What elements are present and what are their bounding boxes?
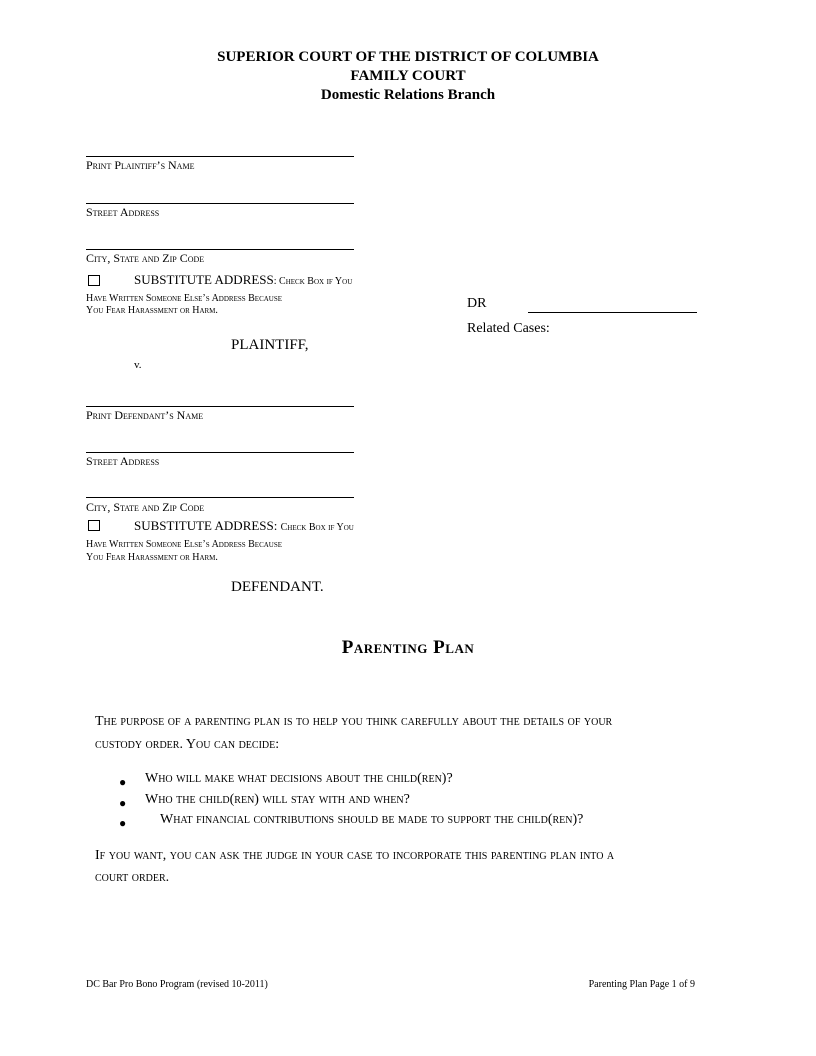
- dr-number-line[interactable]: [528, 312, 697, 313]
- plaintiff-substitute-note: : Check Box if You: [273, 276, 353, 287]
- defendant-substitute-note: Check Box if You: [280, 522, 354, 533]
- plaintiff-name-label: Print Plaintiff’s Name: [86, 158, 195, 172]
- defendant-substitute-checkbox[interactable]: [88, 520, 100, 531]
- defendant-substitute-label: SUBSTITUTE ADDRESS:: [134, 518, 278, 533]
- footer-left: DC Bar Pro Bono Program (revised 10-2011): [86, 979, 268, 990]
- plaintiff-substitute-checkbox[interactable]: [88, 275, 100, 286]
- related-cases-label: Related Cases:: [467, 321, 550, 336]
- court-name: SUPERIOR COURT OF THE DISTRICT OF COLUMBIA: [217, 49, 599, 65]
- plaintiff-name-line[interactable]: [86, 156, 354, 157]
- plaintiff-street-label: Street Address: [86, 205, 160, 219]
- document-title: Parenting Plan: [341, 637, 475, 658]
- plaintiff-substitute-row: [134, 272, 352, 288]
- plaintiff-substitute-note-2: Have Written Someone Else’s Address Because: [86, 293, 283, 304]
- plaintiff-substitute-note-3: You Fear Harassment or Harm.: [86, 305, 218, 316]
- closing-line-2: court order.: [95, 870, 170, 885]
- defendant-name-label: Print Defendant’s Name: [86, 408, 204, 422]
- bullet-item-3: What financial contributions should be made to support the child(ren)?: [160, 812, 584, 827]
- defendant-substitute-note-3: You Fear Harassment or Harm.: [86, 552, 218, 563]
- defendant-substitute-note-2: Have Written Someone Else’s Address Because: [86, 539, 283, 550]
- plaintiff-city-label: City, State and Zip Code: [86, 251, 205, 265]
- defendant-street-label: Street Address: [86, 454, 160, 468]
- defendant-role: DEFENDANT.: [231, 579, 324, 595]
- plaintiff-substitute-label: SUBSTITUTE ADDRESS: [134, 272, 274, 287]
- plaintiff-city-line[interactable]: [86, 249, 354, 250]
- bullet-item-1: Who will make what decisions about the child(ren)?: [145, 771, 453, 786]
- closing-line-1: If you want, you can ask the judge in your case to incorporate this parenting plan into a: [95, 848, 615, 863]
- defendant-city-label: City, State and Zip Code: [86, 500, 205, 514]
- bullet-dot-3: ●: [119, 816, 127, 830]
- bullet-item-2: Who the child(ren) will stay with and when?: [145, 792, 410, 807]
- plaintiff-role: PLAINTIFF,: [231, 337, 309, 353]
- bullet-dot-1: ●: [119, 775, 127, 789]
- defendant-name-line[interactable]: [86, 406, 354, 407]
- intro-line-2: custody order. You can decide:: [95, 737, 280, 752]
- defendant-street-line[interactable]: [86, 452, 354, 453]
- intro-line-1: The purpose of a parenting plan is to help you think carefully about the details of your: [95, 714, 613, 729]
- court-branch: Domestic Relations Branch: [320, 87, 496, 103]
- footer-page-number: Parenting Plan Page 1 of 9: [588, 979, 695, 990]
- defendant-city-line[interactable]: [86, 497, 354, 498]
- defendant-substitute-row: [134, 518, 354, 534]
- plaintiff-street-line[interactable]: [86, 203, 354, 204]
- versus-label: v.: [134, 359, 142, 371]
- dr-label: DR: [467, 296, 487, 311]
- court-division: FAMILY COURT: [350, 68, 466, 84]
- bullet-dot-2: ●: [119, 796, 127, 810]
